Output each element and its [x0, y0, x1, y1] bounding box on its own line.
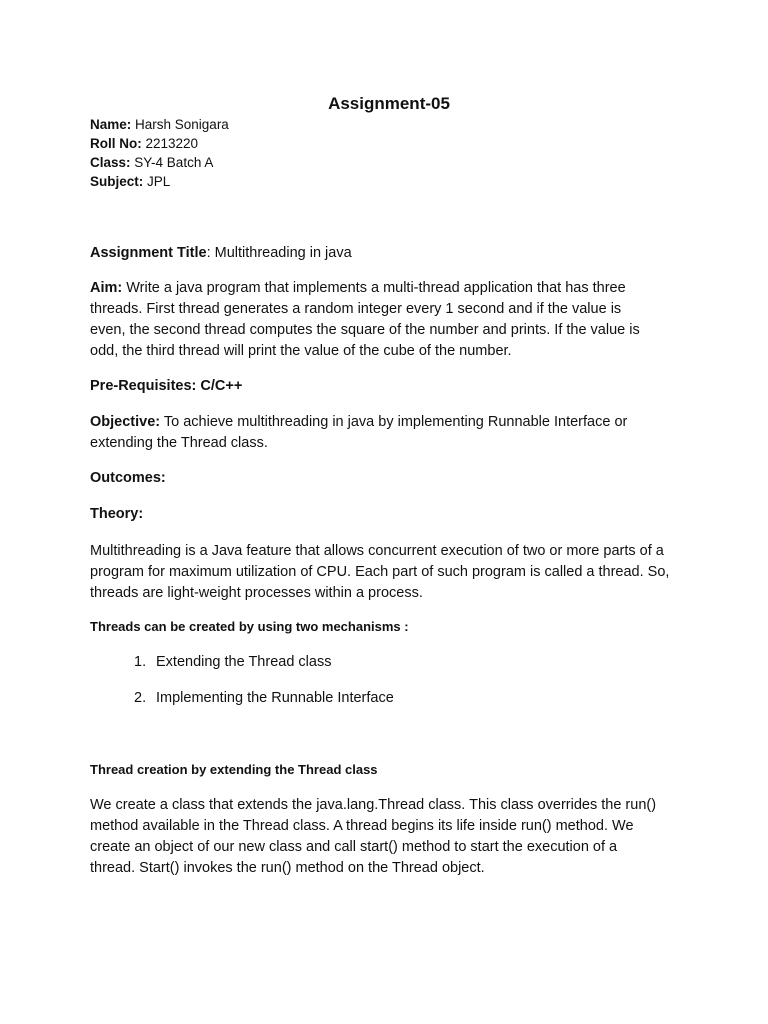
assignment-title-value: Multithreading in java [210, 245, 352, 261]
document-title: Assignment-05 [328, 94, 450, 113]
subject-label: Subject: [90, 174, 144, 189]
list-item-text: Implementing the Runnable Interface [156, 690, 394, 706]
roll-label: Roll No: [90, 136, 142, 151]
roll-value: 2213220 [141, 136, 199, 151]
aim-paragraph [90, 278, 660, 362]
theory-paragraph: Multithreading is a Java feature that allows concurrent execution of two or more parts of a program for maximum utilization of CPU. Each part of such program is called a thread. So, threads are light-weight processes within a process. [90, 543, 670, 601]
prerequisites-label: Pre-Requisites: C/C++ [90, 378, 243, 394]
subject-line [90, 172, 690, 191]
name-value: Harsh Sonigara [131, 117, 229, 132]
aim-text: Write a java program that implements a multi-thread application that has three threads. First thread generates a random integer every 1 second and if the value is even, the second thread computes the square of the number and prints. If the value is odd, the third thread will print the value of the cube of the number. [90, 280, 640, 359]
theory-line [90, 504, 690, 525]
name-label: Name: [90, 117, 132, 132]
list-item-number: 2. [134, 690, 147, 706]
class-line [90, 153, 690, 172]
assignment-title-colon: : [206, 245, 211, 261]
objective-label: Objective: [90, 414, 161, 430]
outcomes-label: Outcomes: [90, 470, 166, 486]
outcomes-line [90, 468, 690, 489]
theory-label: Theory: [90, 506, 144, 522]
list-item [134, 652, 331, 673]
prerequisites-line [90, 376, 690, 397]
class-label: Class: [90, 155, 131, 170]
aim-label: Aim: [90, 280, 123, 296]
objective-text: To achieve multithreading in java by implementing Runnable Interface or extending the Thread class. [90, 414, 628, 451]
extending-heading: Thread creation by extending the Thread class [90, 762, 378, 777]
class-value: SY-4 Batch A [130, 155, 214, 170]
list-item-text: Extending the Thread class [156, 654, 332, 670]
assignment-title-label: Assignment Title [90, 245, 207, 261]
list-item [134, 688, 394, 709]
extending-paragraph: We create a class that extends the java.lang.Thread class. This class overrides the run() method available in the Thread class. A thread begins its life inside run() method. We create an object of our new class and call start() method to start the execution of a thread. Start() invokes the run() method on the Thread object. [90, 797, 657, 876]
list-item-number: 1. [134, 654, 147, 670]
subject-value: JPL [143, 174, 171, 189]
mechanisms-heading: Threads can be created by using two mechanisms : [90, 619, 409, 634]
roll-line [90, 134, 690, 153]
name-line [90, 115, 690, 134]
student-info [90, 115, 690, 191]
assignment-title-line [90, 243, 690, 264]
objective-paragraph [90, 412, 660, 454]
